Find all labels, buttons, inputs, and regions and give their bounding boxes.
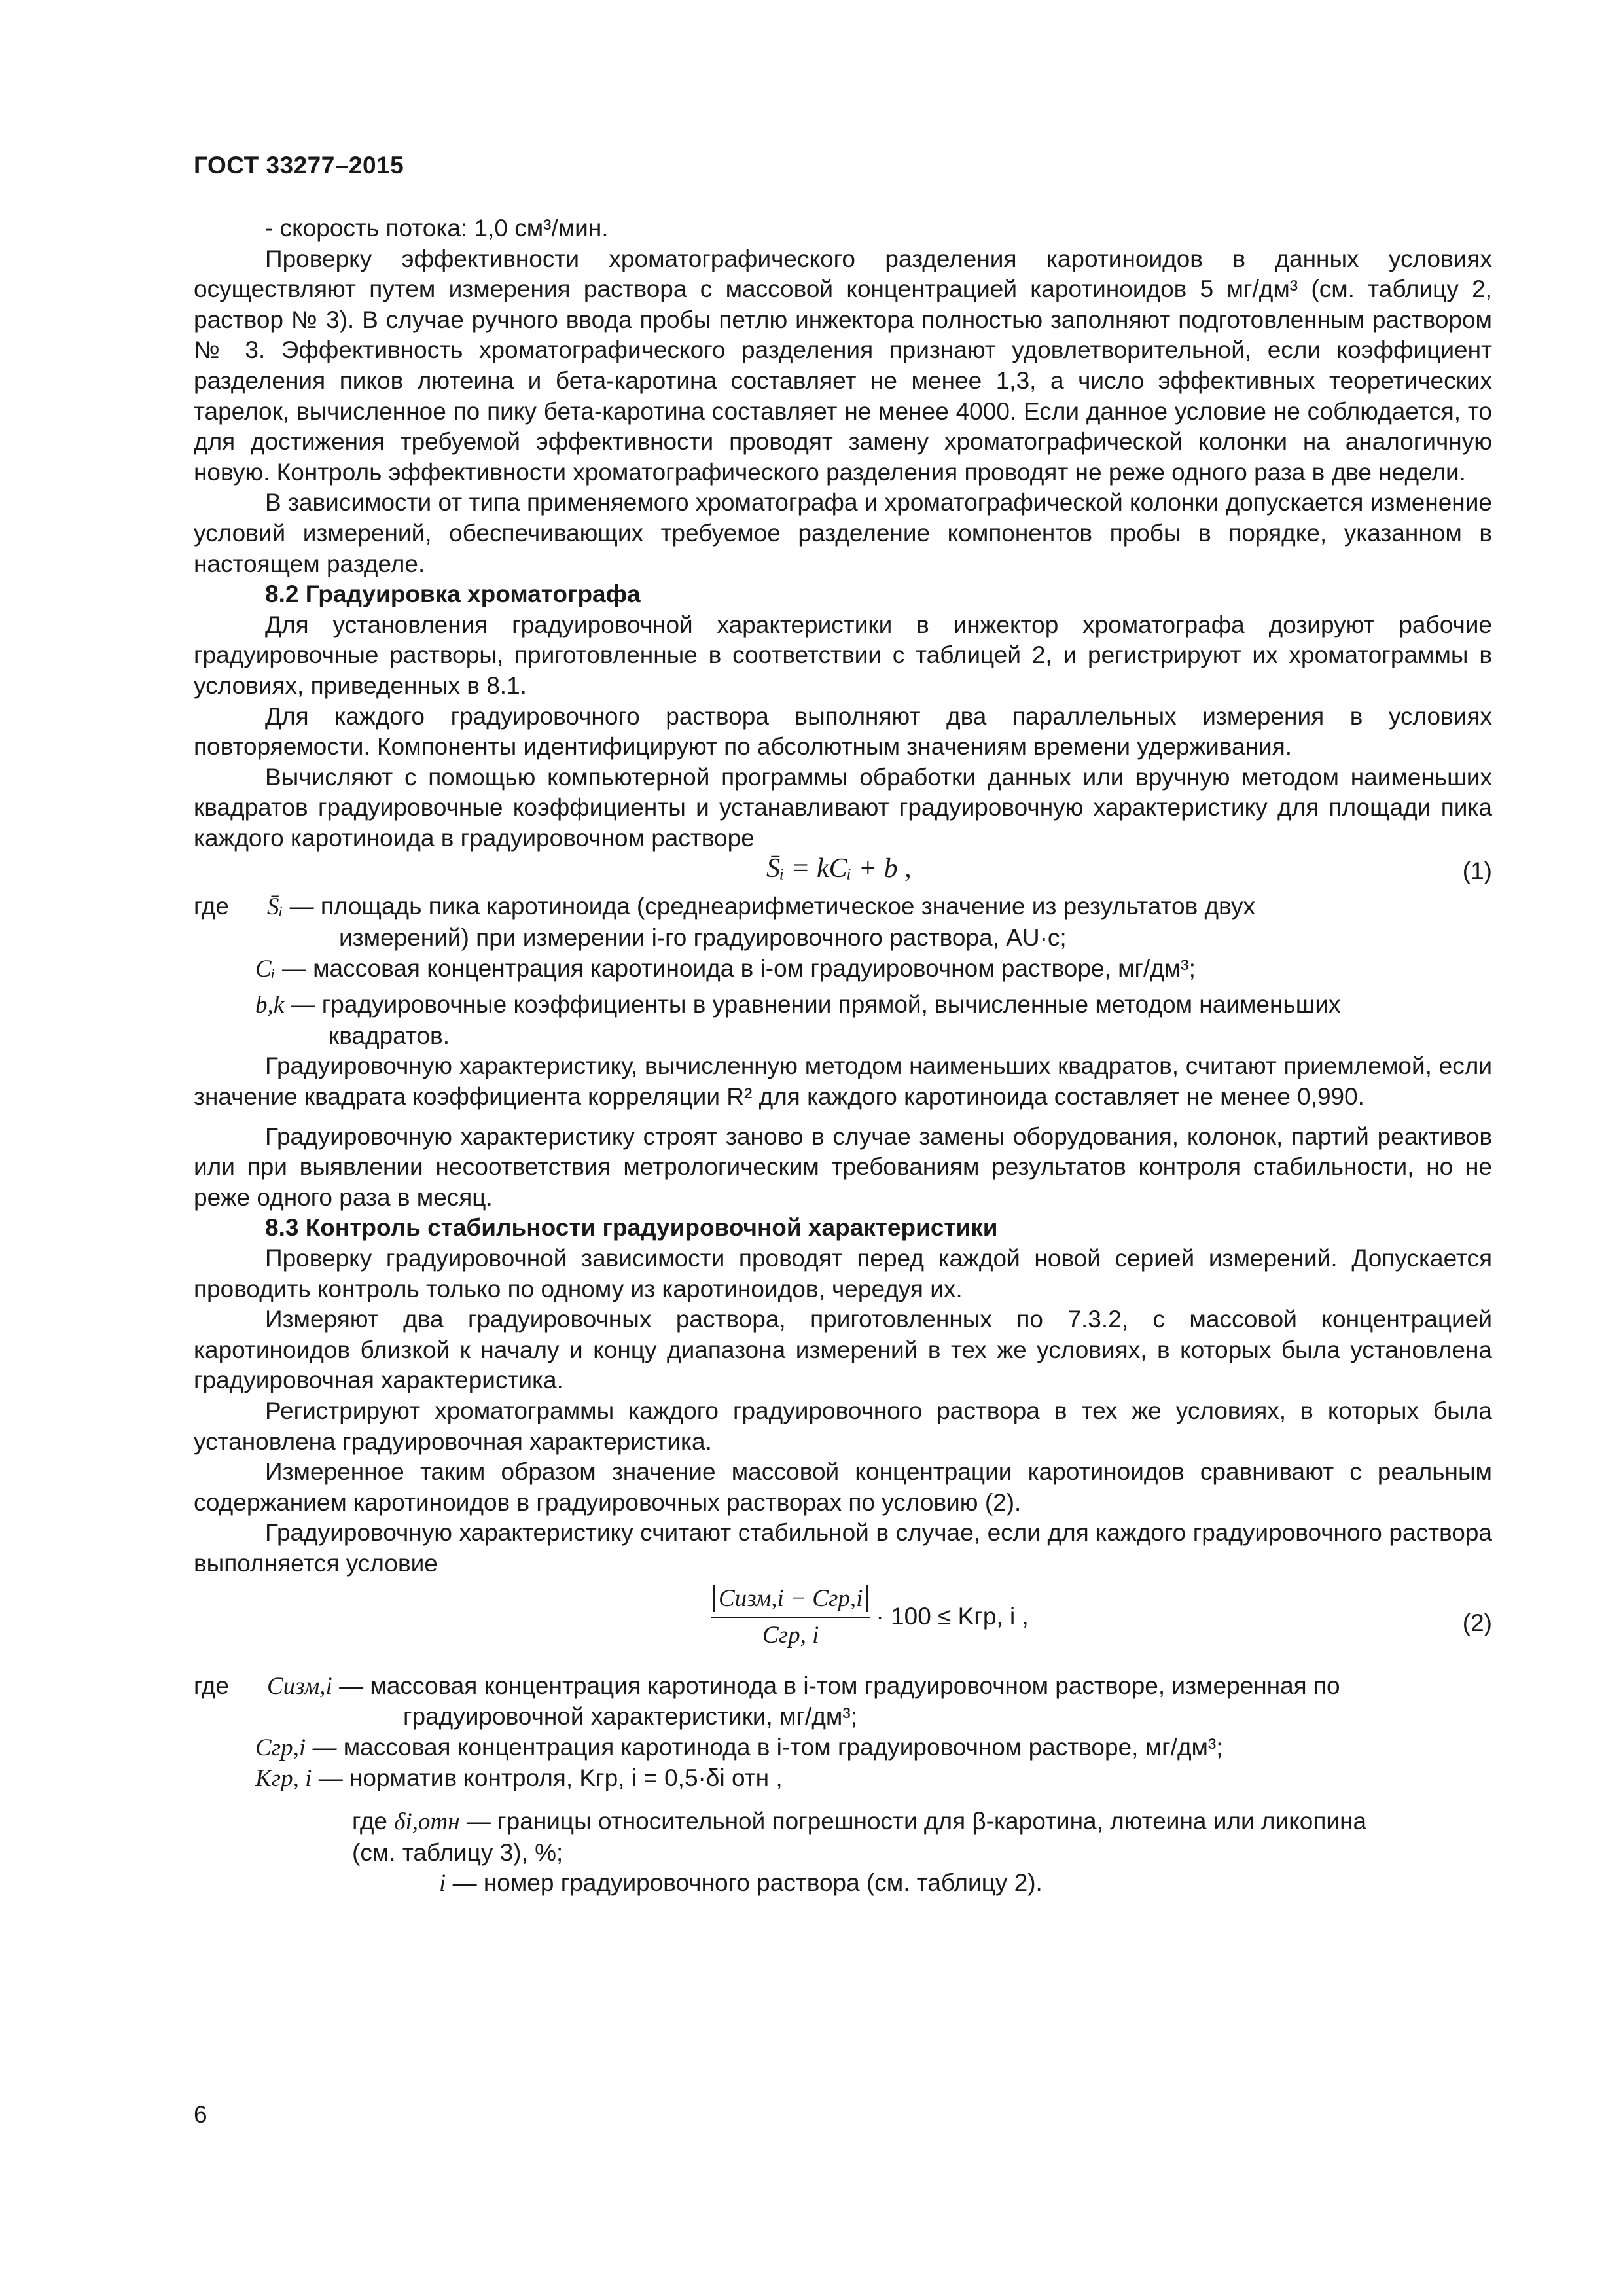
definition-c-gr bbox=[194, 1732, 1492, 1764]
paragraph-rebuild: Градуировочную характеристику строят заново в случае замены оборудования, колонок, партий реактивов или при выявлении несоответствия метрологическим требованиям результатов контроля стабильности, но не реже одного раза в месяц. bbox=[194, 1122, 1492, 1211]
definition-c-izm-symbol: Cизм,i bbox=[267, 1672, 332, 1700]
paragraph-stability-1: Проверку градуировочной зависимости проводят перед каждой новой серией измерений. Допускается проводить контроль только по одному из каротиноидов, чередуя их. bbox=[194, 1245, 1492, 1302]
section-heading-8-3: 8.3 Контроль стабильности градуировочной характеристики bbox=[265, 1214, 998, 1242]
formula-2-number: (2) bbox=[1462, 1609, 1492, 1636]
document-header: ГОСТ 33277–2015 bbox=[194, 152, 404, 179]
paragraph-stability-5: Градуировочную характеристику считают стабильной в случае, если для каждого градуировочного раствора выполняется условие bbox=[194, 1519, 1492, 1577]
definition-c-symbol: Cᵢ bbox=[255, 955, 276, 982]
definition-c-gr-symbol: Cгр,i bbox=[255, 1734, 306, 1761]
formula-2-tail: · 100 ≤ Kгр, i , bbox=[876, 1603, 1029, 1630]
where-label: где bbox=[194, 893, 230, 920]
definitions-1 bbox=[194, 891, 1492, 1051]
paragraph-efficiency-check: Проверку эффективности хроматографического разделения каротиноидов в данных условиях осуществляют путем измерения раствора с массовой концентрацией каротиноидов 5 мг/дм³ (см. таблицу 2, раствор № 3). В случае ручного ввода пробы петлю инжектора полностью заполняют подготовленным раствором № 3. Эффективность хроматографического разделения признают удовлетворительной, если коэффициент разделения пиков лютеина и бета-каротина составляет не менее 1,3, а число эффективных теоретических тарелок, вычисленное по пику бета-каротина составляет не менее 4000. Если данное условие не соблюдается, то для достижения требуемой эффективности проводят замену хроматографической колонки на аналогичную новую. Контроль эффективности хроматографического разделения проводят не реже одного раза в две недели. bbox=[194, 245, 1492, 486]
formula-1-number: (1) bbox=[1462, 857, 1492, 885]
paragraph-flow-rate: - скорость потока: 1,0 см³/мин. bbox=[265, 215, 609, 242]
paragraph-calibration-1: Для установления градуировочной характеристики в инжектор хроматографа дозируют рабочие градуировочные растворы, приготовленные в соответствии с таблицей 2, и регистрируют их хроматограммы в условиях, приведенных в 8.1. bbox=[194, 611, 1492, 699]
definition-i-text: — номер градуировочного раствора (см. таблицу 2). bbox=[452, 1869, 1043, 1897]
formula-2-abs-difference: Cизм,i − Cгр,i bbox=[713, 1585, 868, 1612]
definition-k-gr bbox=[194, 1763, 1492, 1795]
paragraph-acceptance: Градуировочную характеристику, вычисленную методом наименьших квадратов, считают приемлемой, если значение квадрата коэффициента корреляции R² для каждого каротиноида составляет не менее 0,990. bbox=[194, 1052, 1492, 1111]
paragraph-calibration-2: Для каждого градуировочного раствора выполняют два параллельных измерения в условиях повторяемости. Компоненты идентифицируют по абсолютным значениям времени удерживания. bbox=[194, 702, 1492, 761]
section-heading-8-2: 8.2 Градуировка хроматографа bbox=[265, 581, 641, 608]
definition-delta-symbol: δi,отн bbox=[394, 1808, 460, 1835]
definition-bk-symbol: b,k bbox=[255, 992, 285, 1019]
definition-bk bbox=[194, 990, 1492, 1051]
definition-delta-continuation: (см. таблицу 3), %; bbox=[352, 1839, 563, 1866]
page-number: 6 bbox=[194, 2101, 207, 2128]
definition-c-gr-text: — массовая концентрация каротинода в i-том градуировочном растворе, мг/дм³; bbox=[312, 1733, 1223, 1761]
formula-2-denominator: Cгр, i bbox=[762, 1622, 819, 1649]
definition-c bbox=[194, 954, 1492, 985]
formula-2-numerator bbox=[711, 1583, 870, 1619]
paragraph-conditions: В зависимости от типа применяемого хроматографа и хроматографической колонки допускается изменение условий измерений, обеспечивающих требуемое разделение компонентов пробы в порядке, указанном в настоящем разделе. bbox=[194, 489, 1492, 577]
formula-1-expression: S̄ᵢ = kCᵢ + b , bbox=[766, 853, 912, 884]
definition-c-izm-text: — массовая концентрация каротинода в i-том градуировочном растворе, измеренная по bbox=[339, 1672, 1340, 1699]
definition-c-izm-continuation: градуировочной характеристики, мг/дм³; bbox=[403, 1703, 857, 1731]
definition-k-gr-text: — норматив контроля, Kгр, i = 0,5·δi отн , bbox=[318, 1765, 783, 1792]
definition-s-text: — площадь пика каротиноида (среднеарифметическое значение из результатов двух bbox=[289, 893, 1255, 920]
formula-1 bbox=[194, 853, 1492, 891]
where-label-2: где bbox=[194, 1672, 230, 1699]
document-body bbox=[194, 213, 1492, 1899]
definition-i-symbol: i bbox=[439, 1870, 446, 1897]
definitions-2 bbox=[194, 1671, 1492, 1899]
definition-s-symbol: S̄ᵢ bbox=[267, 893, 283, 921]
paragraph-stability-3: Регистрируют хроматограммы каждого градуировочного раствора в тех же условиях, в которых была установлена градуировочная характеристика. bbox=[194, 1397, 1492, 1455]
formula-2-expression bbox=[711, 1583, 1029, 1651]
definition-k-gr-symbol: Kгр, i bbox=[255, 1765, 312, 1793]
paragraph-stability-2: Измеряют два градуировочных раствора, приготовленных по 7.3.2, с массовой концентрацией каротиноидов близкой к началу и концу диапазона измерений в тех же условиях, в которых была установлена градуировочная характеристика. bbox=[194, 1306, 1492, 1394]
definition-c-izm bbox=[194, 1671, 1492, 1732]
paragraph-stability-4: Измеренное таким образом значение массовой концентрации каротиноидов сравнивают с реальным содержанием каротиноидов в градуировочных растворах по условию (2). bbox=[194, 1458, 1492, 1516]
definition-c-text: — массовая концентрация каротиноида в i-ом градуировочном растворе, мг/дм³; bbox=[281, 954, 1196, 982]
formula-2-fraction bbox=[711, 1583, 870, 1651]
definition-delta-text: — границы относительной погрешности для β-каротина, лютеина или ликопина bbox=[466, 1807, 1367, 1835]
paragraph-calibration-3: Вычисляют с помощью компьютерной программы обработки данных или вручную методом наименьших квадратов градуировочные коэффициенты и устанавливают градуировочную характеристику для площади пика каждого каротиноида в градуировочном растворе bbox=[194, 763, 1492, 852]
definition-s-continuation: измерений) при измерении i-го градуировочного раствора, AU·c; bbox=[339, 924, 1067, 952]
definition-bk-text: — градуировочные коэффициенты в уравнении прямой, вычисленные методом наименьших bbox=[291, 991, 1341, 1018]
sub-where-label: где bbox=[352, 1807, 388, 1835]
formula-2 bbox=[194, 1583, 1492, 1668]
definition-i bbox=[194, 1868, 1492, 1899]
definition-bk-continuation: квадратов. bbox=[329, 1022, 450, 1049]
definition-s bbox=[194, 891, 1492, 953]
definition-delta bbox=[194, 1806, 1492, 1868]
